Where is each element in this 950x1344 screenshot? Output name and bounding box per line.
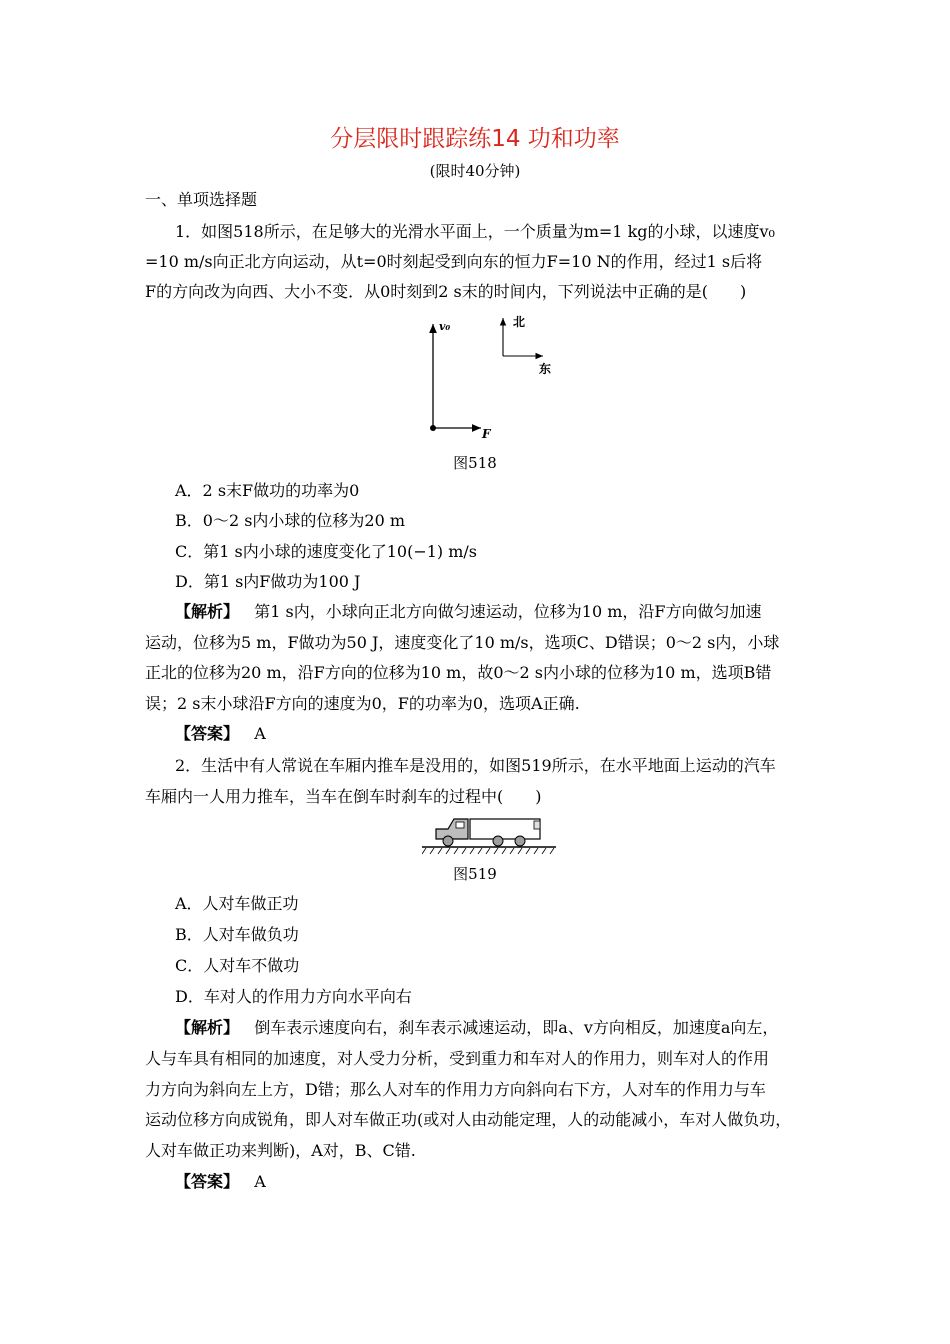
figure-518	[415, 312, 575, 442]
north-label: 北	[513, 315, 526, 329]
q1-stem-line-2: =10 m/s向正北方向运动，从t=0时刻起受到向东的恒力F=10 N的作用，经过1 s后将	[145, 252, 763, 271]
q2-analysis-line-2: 人与车具有相同的加速度，对人受力分析，受到重力和车对人的作用力，则车对人的作用	[145, 1049, 770, 1068]
q1-analysis-line-2: 运动，位移为5 m，F做功为50 J，速度变化了10 m/s，选项C、D错误；0～2 s内，小球	[145, 633, 780, 652]
q1-option-b: B．0～2 s内小球的位移为20 m	[175, 511, 406, 530]
v0-label: v₀	[439, 320, 451, 333]
q2-analysis-line-4: 运动位移方向成锐角，即人对车做正功(或对人由动能定理，人的动能减小，车对人做负功，	[145, 1110, 792, 1129]
q2-analysis-line-3: 力方向为斜向左上方，D错；那么人对车的作用力方向斜向右下方，人对车的作用力与车	[145, 1080, 766, 1099]
q2-answer-label: 【答案】	[175, 1172, 240, 1191]
q1-analysis-label: 【解析】	[175, 602, 240, 621]
q2-analysis-label: 【解析】	[175, 1018, 240, 1037]
page-title: 分层限时跟踪练14 功和功率	[330, 126, 620, 152]
q2-analysis-line-1	[175, 1018, 840, 1038]
time-limit: (限时40分钟)	[429, 162, 521, 180]
figure-518-caption: 图518	[453, 454, 497, 472]
q1-analysis-line-3: 正北的位移为20 m，沿F方向的位移为10 m，故0～2 s内小球的位移为10 m，选项B错	[145, 663, 772, 682]
q2-stem-line-2: 车厢内一人用力推车，当车在倒车时刹车的过程中( )	[145, 787, 542, 806]
truck-icon	[436, 819, 540, 846]
q1-answer-value: A	[254, 724, 266, 743]
q1-answer-label: 【答案】	[175, 724, 240, 743]
figure-519-caption: 图519	[453, 865, 497, 883]
q1-option-c: C．第1 s内小球的速度变化了10(−1) m/s	[175, 542, 478, 561]
east-label: 东	[539, 362, 552, 376]
q1-analysis-text-1: 第1 s内，小球向正北方向做匀速运动，位移为10 m，沿F方向做匀加速	[254, 602, 762, 621]
q2-option-a: A．人对车做正功	[175, 894, 299, 913]
force-label: F	[482, 427, 491, 441]
q2-analysis-text-1: 倒车表示速度向右，刹车表示减速运动，即a、v方向相反，加速度a向左，	[254, 1018, 779, 1037]
q2-option-b: B．人对车做负功	[175, 925, 299, 944]
q2-answer-value: A	[254, 1172, 266, 1191]
q1-analysis-line-1	[175, 602, 840, 622]
q2-answer	[175, 1172, 840, 1192]
q1-analysis-line-4: 误；2 s末小球沿F方向的速度为0，F的功率为0，选项A正确.	[145, 694, 580, 713]
q2-stem-line-1: 2．生活中有人常说在车厢内推车是没用的，如图519所示，在水平地面上运动的汽车	[175, 756, 776, 775]
q1-stem-line-3: F的方向改为向西、大小不变．从0时刻到2 s末的时间内，下列说法中正确的是( )	[145, 282, 747, 301]
q2-option-d: D．车对人的作用力方向水平向右	[175, 987, 412, 1006]
q1-stem-line-1: 1．如图518所示，在足够大的光滑水平面上，一个质量为m=1 kg的小球，以速度v₀	[175, 222, 775, 241]
q1-option-a: A．2 s末F做功的功率为0	[175, 481, 360, 500]
q1-option-d: D．第1 s内F做功为100 J	[175, 572, 361, 591]
figure-519	[422, 813, 556, 857]
q1-answer	[175, 724, 840, 744]
q2-analysis-line-5: 人对车做正功来判断)，A对，B、C错.	[145, 1141, 416, 1160]
section-heading: 一、单项选择题	[145, 190, 258, 209]
q2-option-c: C．人对车不做功	[175, 956, 300, 975]
